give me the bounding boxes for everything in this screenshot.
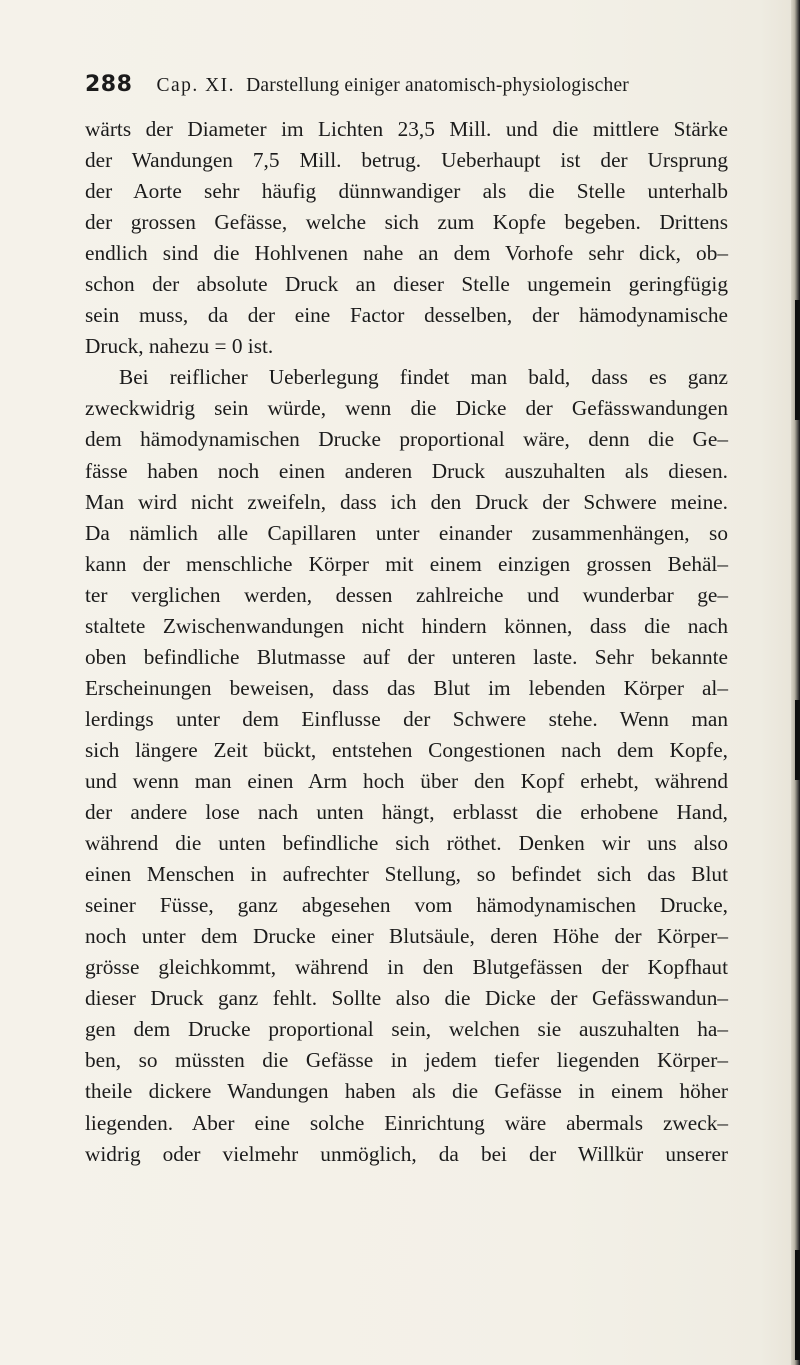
text-line: lerdings unter dem Einflusse der Schwere stehe. Wenn man (85, 706, 728, 731)
binding-edge-mark (795, 700, 800, 780)
text-line: endlich sind die Hohlvenen nahe an dem Vorhofe sehr dick, ob– (85, 241, 728, 266)
binding-edge-mark (795, 300, 800, 420)
text-line: einen Menschen in aufrechter Stellung, so befindet sich das Blut (85, 862, 728, 887)
text-line: Druck, nahezu = 0 ist. (85, 334, 274, 359)
text-line: der Wandungen 7,5 Mill. betrug. Ueberhaupt ist der Ursprung (85, 148, 728, 173)
text-line: fässe haben noch einen anderen Druck auszuhalten als diesen. (85, 458, 728, 483)
text-line: theile dickere Wandungen haben als die Gefässe in einem höher (85, 1079, 728, 1104)
text-line: seiner Füsse, ganz abgesehen vom hämodynamischen Drucke, (85, 893, 728, 918)
text-line: oben befindliche Blutmasse auf der unteren laste. Sehr bekannte (85, 644, 728, 669)
text-line: der Aorte sehr häufig dünnwandiger als die Stelle unterhalb (85, 179, 728, 204)
text-line: dem hämodynamischen Drucke proportional wäre, denn die Ge– (85, 427, 728, 452)
text-line: kann der menschliche Körper mit einem einzigen grossen Behäl– (85, 551, 728, 576)
paragraph-start-line: Bei reiflicher Ueberlegung findet man bald, dass es ganz (119, 365, 728, 390)
page-edge-shadow (791, 0, 800, 1365)
text-line: und wenn man einen Arm hoch über den Kopf erhebt, während (85, 768, 728, 793)
text-line: sein muss, da der eine Factor desselben, der hämodynamische (85, 303, 728, 328)
text-line: Man wird nicht zweifeln, dass ich den Druck der Schwere meine. (85, 489, 728, 514)
chapter-title: Darstellung einiger anatomisch-physiologischer (246, 75, 629, 96)
text-line: der andere lose nach unten hängt, erblasst die erhobene Hand, (85, 800, 728, 825)
text-line: widrig oder vielmehr unmöglich, da bei der Willkür unserer (85, 1141, 728, 1166)
page-number: 288 (85, 72, 133, 97)
text-line: ben, so müssten die Gefässe in jedem tiefer liegenden Körper– (85, 1048, 728, 1073)
text-line: der grossen Gefässe, welche sich zum Kopfe begeben. Drittens (85, 210, 728, 235)
text-line: sich längere Zeit bückt, entstehen Congestionen nach dem Kopfe, (85, 737, 728, 762)
body-text (85, 114, 728, 1170)
text-line: Da nämlich alle Capillaren unter einander zusammenhängen, so (85, 520, 728, 545)
chapter-label: Cap. XI. (156, 75, 236, 96)
binding-edge-mark (795, 1250, 800, 1360)
text-line: liegenden. Aber eine solche Einrichtung wäre abermals zweck– (85, 1110, 728, 1135)
text-line: wärts der Diameter im Lichten 23,5 Mill. und die mittlere Stärke (85, 117, 728, 141)
running-title (156, 75, 629, 97)
text-line: während die unten befindliche sich röthet. Denken wir uns also (85, 831, 728, 856)
text-line: dieser Druck ganz fehlt. Sollte also die Dicke der Gefässwandun– (85, 986, 728, 1011)
text-line: staltete Zwischenwandungen nicht hindern können, dass die nach (85, 613, 728, 638)
text-line: gen dem Drucke proportional sein, welchen sie auszuhalten ha– (85, 1017, 728, 1042)
text-line: grösse gleichkommt, während in den Blutgefässen der Kopfhaut (85, 955, 728, 980)
page-header (85, 72, 725, 102)
text-line: ter verglichen werden, dessen zahlreiche und wunderbar ge– (85, 582, 728, 607)
text-line: schon der absolute Druck an dieser Stelle ungemein geringfügig (85, 272, 728, 297)
text-line: Erscheinungen beweisen, dass das Blut im lebenden Körper al– (85, 675, 728, 700)
text-line: zweckwidrig sein würde, wenn die Dicke der Gefässwandungen (85, 396, 728, 421)
text-line: noch unter dem Drucke einer Blutsäule, deren Höhe der Körper– (85, 924, 728, 949)
